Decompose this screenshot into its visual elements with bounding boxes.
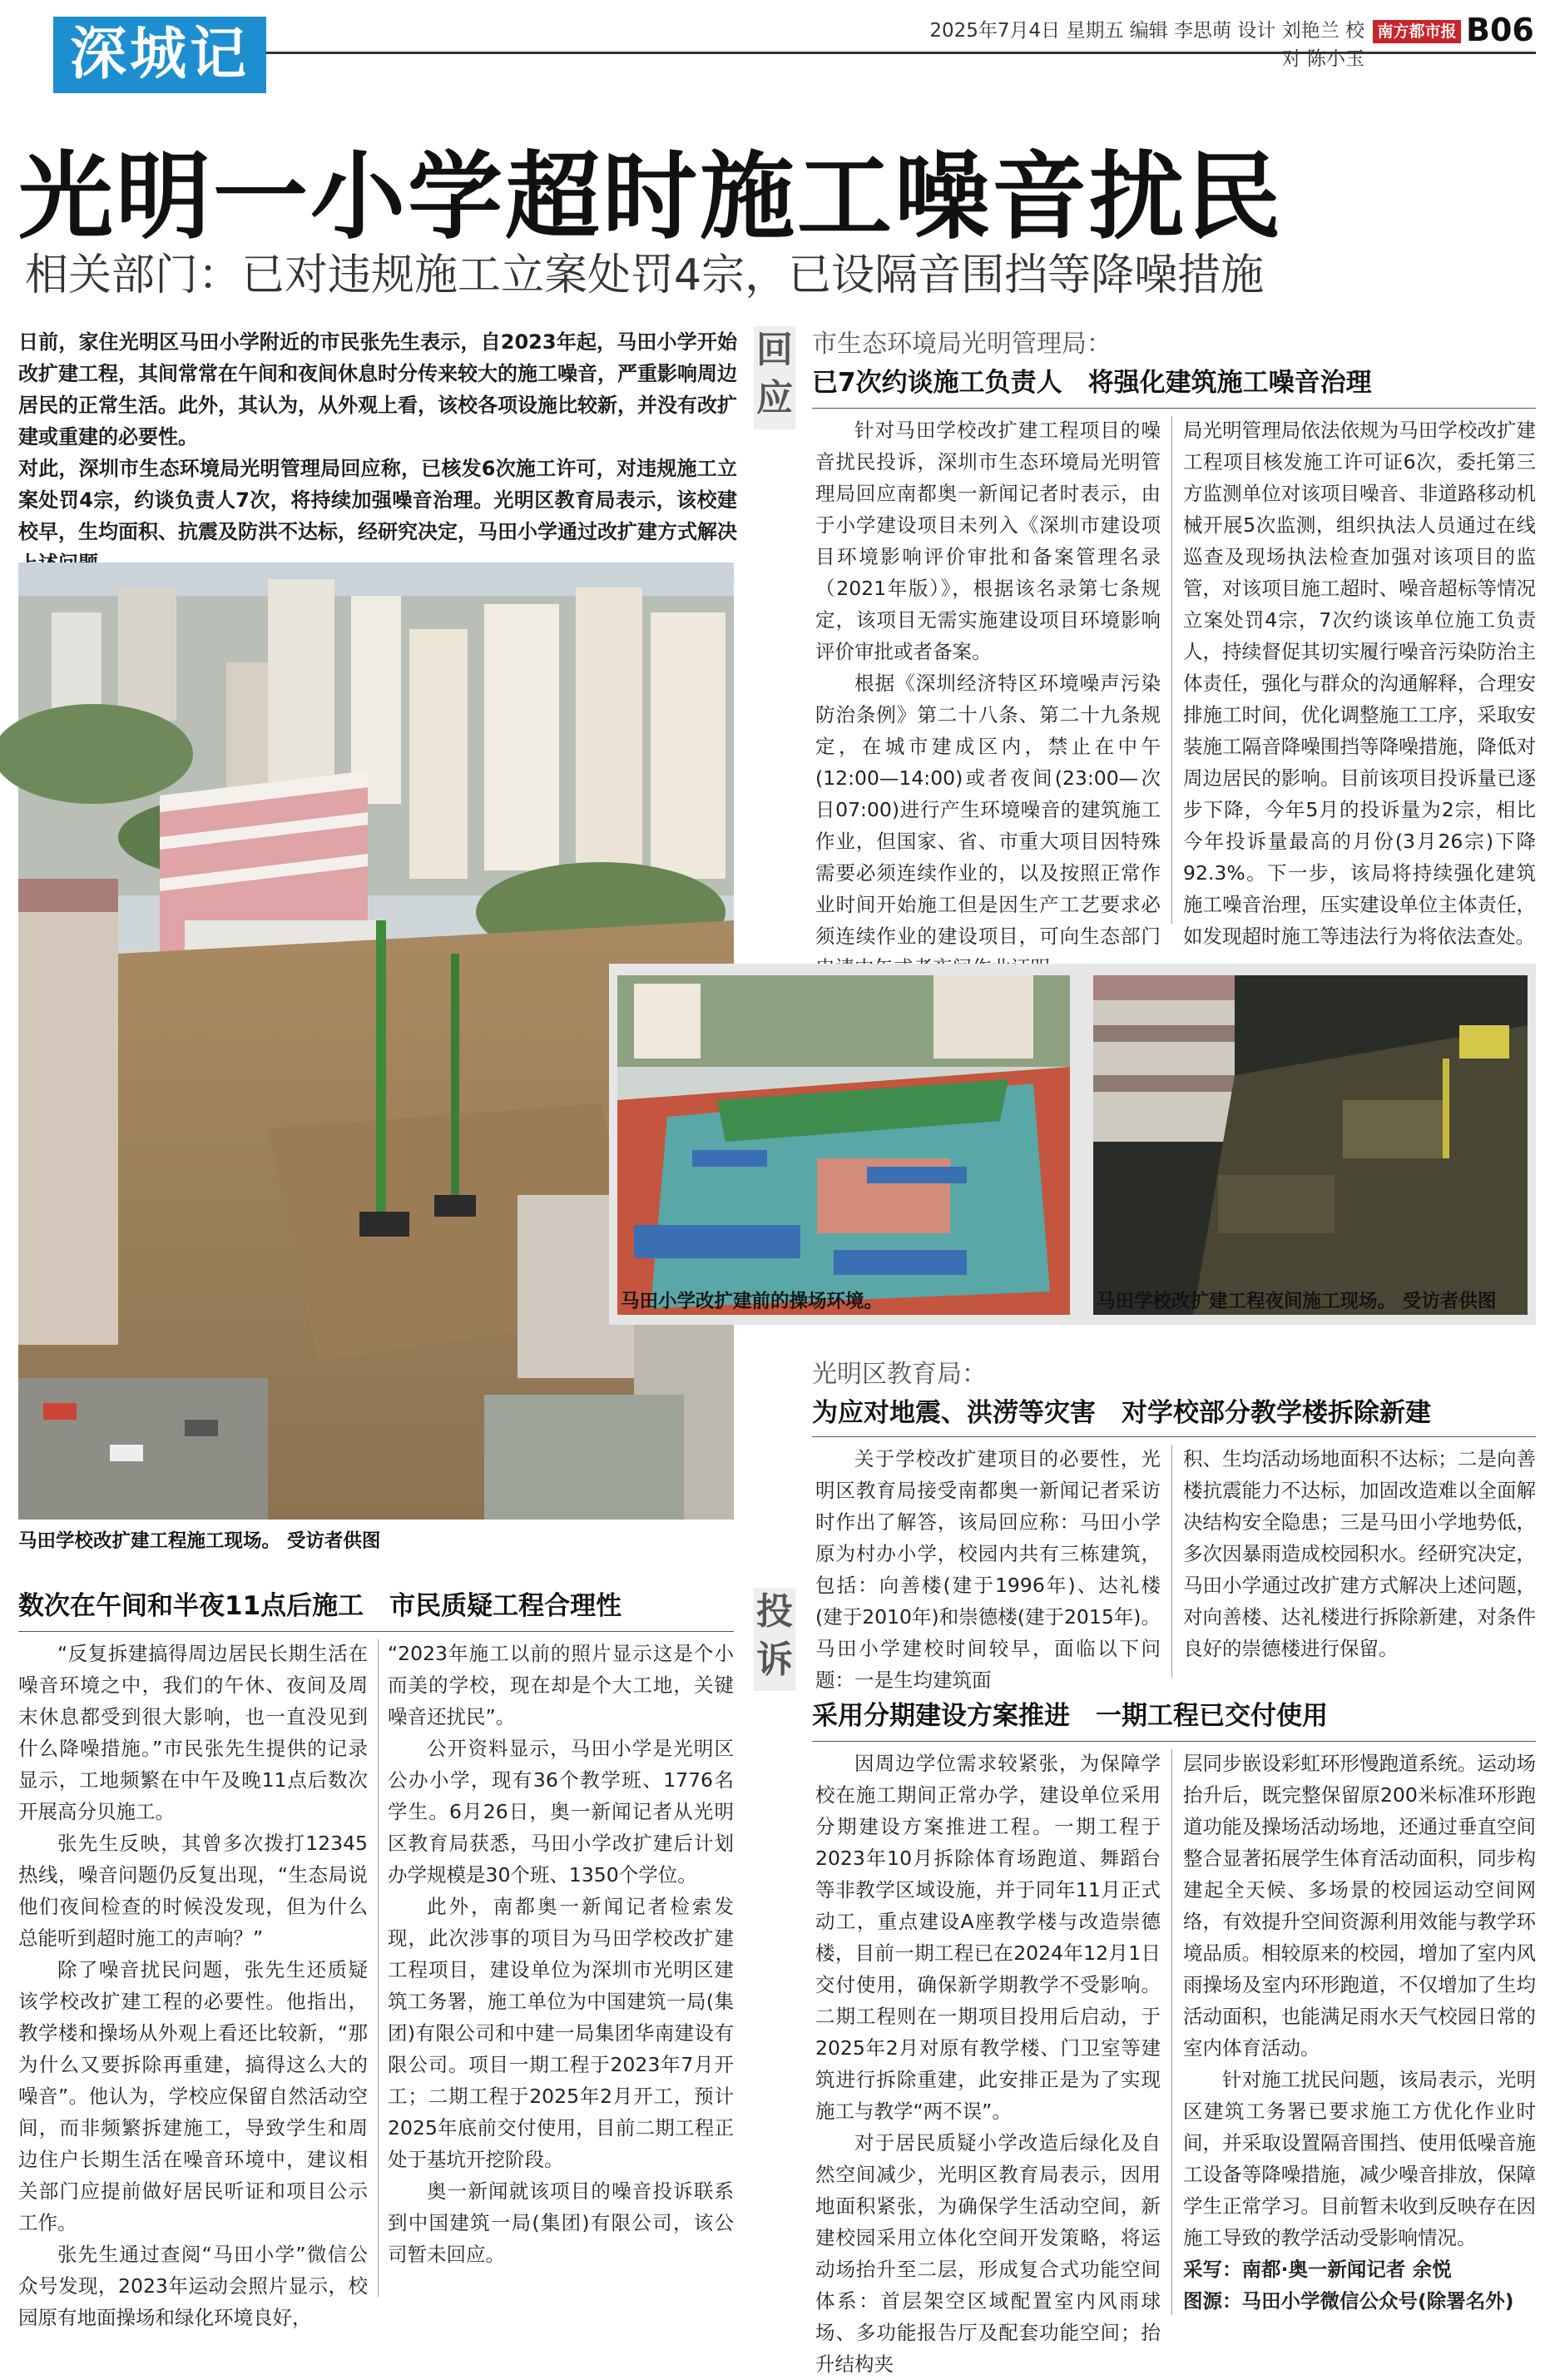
eco-col1-para-2: 根据《深圳经济特区环境噪声污染防治条例》第二十八条、第二十九条规定，在城市建成区内，禁止在中午(12:00—14:00)或者夜间(23:00—次日07:00)进行产生环境噪音的建筑施工作业，但国家、省、市重大项目因特殊需要必须连续作业的，以及按照正常作业时间开始施工但是因生产工艺要求必须连续作业的建设项目，可向生态部门 — [815, 672, 1161, 948]
newspaper-logo: 南方都市报 — [1373, 20, 1461, 43]
headline: 光明一小学超时施工噪音扰民 — [18, 141, 1285, 252]
night-photo-caption: 马田学校改扩建工程夜间施工现场。 受访者供图 — [1097, 1291, 1497, 1312]
edu-bureau-column-2 — [1183, 1443, 1536, 1664]
column-divider-3 — [378, 1639, 379, 2297]
complaint-title: 数次在午间和半夜11点后施工 市民质疑工程合理性 — [18, 1591, 622, 1621]
edu-bureau-kicker: 光明区教育局： — [812, 1360, 987, 1389]
complaint-tag-char-1: 投 — [756, 1590, 793, 1633]
playground-photo — [617, 975, 1070, 1315]
phase-column-2 — [1183, 1748, 1536, 2317]
section-tag: 深城记 — [53, 17, 266, 93]
byline-image-source: 图源：马田小学微信公众号(除署名外) — [1183, 2289, 1514, 2313]
eco-bureau-kicker: 市生态环境局光明管理局： — [812, 330, 1112, 359]
complaint-col2-para-3: 此外，南都奥一新闻记者检索发现，此次涉事的项目为马田学校改扩建工程项目，建设单位为深圳市光明区建筑工务署，施工单位为中国建筑一局(集团)有限公司和中建一局集团华南建设有限公司。项目一期工程于2023年7月开工；二期工程于2025年2月开工，预计2025年底前交付使用，目前二期工程正处于基坑开挖阶段。 — [388, 1895, 734, 2171]
phase-col2-para-2: 针对施工扰民问题，该局表示，光明区建筑工务署已要求施工方优化作业时间，并采取设置隔音围挡、使用低噪音施工设备等降噪措施，减少噪音排放，保障学生正常学习。目前暂未收到反映存在因施工导致的教学活动受影响情况。 — [1183, 2068, 1536, 2249]
eco-col1-para-1: 针对马田学校改扩建工程项目的噪音扰民投诉，深圳市生态环境局光明管理局回应南都奥一新闻记者时表示，由于小学建设项目未列入《深圳市建设项目环境影响评价审批和备案管理名录（2021年版）》，根据该名录第七条规定，该项目无需实施建设项目环境影响评价审批或者备案。 — [815, 419, 1161, 663]
playground-photo-caption: 马田小学改扩建前的操场环境。 — [621, 1291, 884, 1312]
edu-col2-para: 积、生均活动场地面积不达标；二是向善楼抗震能力不达标，加固改造难以全面解决结构安全隐患；三是马田小学地势低，多次因暴雨造成校园积水。经研究决定，马田小学通过改扩建方式解决上述问题，对向善楼、达礼楼进行拆除新建，对条件良好的崇德楼进行保留。 — [1183, 1447, 1536, 1660]
complaint-col1-para-4: 张先生通过查阅“马田小学”微信公众号发现，2023年运动会照片显示，校园原有地面操场和绿化环境良好， — [18, 2243, 368, 2329]
reply-tag-char-1: 回 — [756, 329, 793, 371]
complaint-col2-para-1: “2023年施工以前的照片显示这是个小而美的学校，现在却是个大工地，关键噪音还扰民”。 — [388, 1642, 734, 1728]
complaint-col1-para-2: 张先生反映，其曾多次拨打12345热线，噪音问题仍反复出现，“生态局说他们夜间检查的时候没发现，但为什么总能听到超时施工的声响？” — [18, 1832, 368, 1950]
playground-illustration — [617, 975, 1070, 1315]
lead-paragraph-1: 日前，家住光明区马田小学附近的市民张先生表示，自2023年起，马田小学开始改扩建工程，其间常常在午间和夜间休息时分传来较大的施工噪音，严重影响周边居民的正常生活。此外，其认为，从外观上看，该校各项设施比较新，并没有改扩建或重建的必要性。 — [18, 330, 737, 449]
complaint-column-1 — [18, 1638, 368, 2333]
eco-bureau-column-1 — [815, 414, 1161, 1015]
complaint-col1-para-3: 除了噪音扰民问题，张先生还质疑该学校改扩建工程的必要性。他指出，教学楼和操场从外观上看还比较新，“那为什么又要拆除再重建，搞得这么大的噪音”。他认为，学校应保留自然活动空间，而非频繁拆建施工，导致学生和周边住户长期生活在噪音环境中，建议相关部门应提前做好居民听证和项目公示工作。 — [18, 1958, 368, 2234]
complaint-col2-para-2: 公开资料显示，马田小学是光明区公办小学，现有36个教学班、1776名学生。6月26日，奥一新闻记者从光明区教育局获悉，马田小学改扩建后计划办学规模是30个班、1350个学位。 — [388, 1737, 734, 1887]
edu-bureau-title: 为应对地震、洪涝等灾害 对学校部分教学楼拆除新建 — [812, 1398, 1431, 1428]
phase-col2-para-1: 层同步嵌设彩虹环形慢跑道系统。运动场抬升后，既完整保留原200米标准环形跑道功能及操场活动场地，还通过垂直空间整合显著拓展学生体育活动面积，同步构建起全天候、多场景的校园运动空间网络，有效提升空间资源利用效能与教学环境品质。相较原来的校园，增加了室内风雨操场及室内环形跑道，不仅增加了生均活动面积，也能满足雨水天气校园日常的室内体育活动。 — [1183, 1752, 1536, 2060]
complaint-col2-para-4: 奥一新闻就该项目的噪音投诉联系到中国建筑一局(集团)有限公司，该公司暂未回应。 — [388, 2179, 734, 2266]
column-divider-4 — [1171, 1749, 1172, 2315]
eco-bureau-rule — [812, 408, 1536, 409]
subheadline: 相关部门：已对违规施工立案处罚4宗，已设隔音围挡等降噪措施 — [25, 250, 1265, 300]
main-photo-caption: 马田学校改扩建工程施工现场。 受访者供图 — [18, 1530, 381, 1552]
edu-bureau-column-1 — [815, 1443, 1161, 1696]
reply-tag-char-2: 应 — [756, 377, 793, 419]
night-construction-photo — [1093, 975, 1528, 1315]
eco-bureau-title: 已7次约谈施工负责人 将强化建筑施工噪音治理 — [812, 368, 1372, 398]
edu-bureau-rule — [812, 1436, 1536, 1437]
complaint-rule — [18, 1631, 734, 1632]
eco-col2-para-1: 局光明管理局依法依规为马田学校改扩建工程项目核发施工许可证6次，委托第三方监测单位对该项目噪音、非道路移动机械开展5次监测，组织执法人员通过在线巡查及现场执法检查加强对该项目的监管，对该项目施工超时、噪音超标等情况立案处罚4宗，7次约谈该单位施工负责人，持续督促其切实履行噪音污染防治主体责任，强化与群众的沟通解释，合理安排施工时间，优化调整施工工序，采取安装施工隔音降噪围挡等降噪措施，降低对周边居民的影响。目前该项目投诉量已逐步下降，今年5月的投诉量为2宗，相比今年投诉量最高的月份(3月26宗)下降92.3%。下一步，该局将持续强化建筑施工噪音治理，压实建设单位主体责任，如发现超时施工等违法行为将依法查处。 — [1183, 419, 1536, 948]
eco-bureau-column-2 — [1183, 414, 1536, 952]
page-number: B06 — [1466, 12, 1534, 48]
phase-rule — [812, 1741, 1536, 1742]
night-construction-illustration — [1093, 975, 1528, 1315]
edu-col1-para: 关于学校改扩建项目的必要性，光明区教育局接受南都奥一新闻记者采访时作出了解答，该局回应称：马田小学原为村办小学，校园内共有三栋建筑，包括：向善楼(建于1996年)、达礼楼(建于2010年)和崇德楼(建于2015年)。马田小学建校时间较早，面临以下问题：一是生均建筑面 — [815, 1447, 1161, 1692]
byline-writer: 采写：南都·奥一新闻记者 余悦 — [1183, 2258, 1452, 2281]
complaint-col1-para-1: “反复拆建搞得周边居民长期生活在噪音环境之中，我们的午休、夜间及周末休息都受到很大影响，也一直没见到什么降噪措施。”市民张先生提供的记录显示，工地频繁在中午及晚11点后数次开展高分贝施工。 — [18, 1642, 368, 1823]
phase-column-1 — [815, 1748, 1161, 2380]
complaint-column-2 — [388, 1638, 734, 2270]
phase-col1-para-2: 对于居民质疑小学改造后绿化及自然空间减少，光明区教育局表示，因用地面积紧张，为确保学生活动空间，新建校园采用立体化空间开发策略，将运动场抬升至二层，形成复合式功能空间体系：首层架空区域配置室内风雨球场、多功能报告厅及配套功能空间；抬升结构夹 — [815, 2131, 1161, 2376]
reply-tag — [754, 326, 795, 429]
phase-title: 采用分期建设方案推进 一期工程已交付使用 — [812, 1701, 1328, 1731]
dateline: 2025年7月4日 星期五 编辑 李思萌 设计 刘艳兰 校对 陈小玉 — [929, 20, 1364, 70]
complaint-tag — [754, 1588, 795, 1691]
column-divider-2 — [1171, 1445, 1172, 1678]
complaint-tag-char-2: 诉 — [756, 1639, 793, 1681]
phase-col1-para-1: 因周边学位需求较紧张，为保障学校在施工期间正常办学，建设单位采用分期建设方案推进工程。一期工程于2023年10月拆除体育场跑道、舞蹈台等非教学区域设施，并于同年11月正式动工，重点建设A座教学楼与改造崇德楼，目前一期工程已在2024年12月1日交付使用，确保新学期教学不受影响。二期工程则在一期项目投用后启动，于2025年2月对原有教学楼、门卫室等建筑进行拆除重建，此安排正是为了实现施工与教学“两不误”。 — [815, 1752, 1161, 2123]
column-divider — [1171, 416, 1172, 924]
lead-paragraph-2: 对此，深圳市生态环境局光明管理局回应称，已核发6次施工许可，对违规施工立案处罚4宗，约谈负责人7次，将持续加强噪音治理。光明区教育局表示，该校建校早，生均面积、抗震及防洪不达标，经研究决定，马田小学通过改扩建方式解决 — [18, 457, 737, 543]
